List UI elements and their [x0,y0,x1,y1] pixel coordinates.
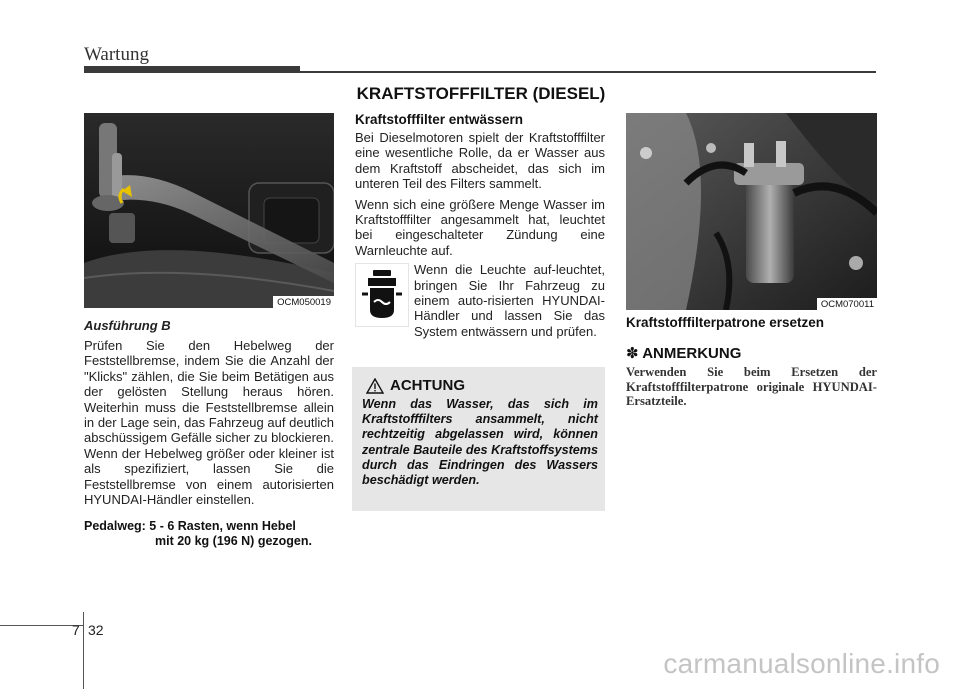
parking-brake-illustration [84,113,334,308]
fuel-filter-illustration [626,113,877,310]
header-rule [300,71,876,73]
warning-light-row [355,263,605,358]
photo-code: OCM070011 [817,298,877,310]
warning-triangle-icon [366,378,384,394]
chapter-title: Wartung [84,44,149,65]
chapter-number: 7 [72,622,80,638]
page-number: 32 [88,622,104,638]
section-title: KRAFTSTOFFFILTER (DIESEL) [356,84,606,103]
warning-text: Wenn das Wasser, das sich im Kraftstofffilters ansammelt, nicht rechtzeitig abgelassen wird, können zentrale Bauteile des Kraftstoffsystems durch das Eindringen des Wassers beschädigt werden. [362,397,598,488]
drain-subhead: Kraftstofffilter entwässern [355,112,524,127]
parking-brake-photo [84,113,334,308]
fuel-filter-photo [626,113,877,310]
drain-paragraph-3: Wenn die Leuchte auf-leuchtet, bringen Sie Ihr Fahrzeug zu einem auto-risierten HYUNDAI-Händler und lassen Sie das System entwässern und prüfen. [414,262,605,339]
warning-title: ACHTUNG [390,377,465,394]
note-title: ANMERKUNG [642,345,742,362]
spec-line: mit 20 kg (196 N) gezogen. [155,534,312,549]
note-heading [626,344,877,362]
spec-line: Pedalweg: 5 - 6 Rasten, wenn Hebel [84,519,296,534]
drain-paragraph-2: Wenn sich eine größere Menge Wasser im Kraftstofffilter angesammelt hat, leuchtet bei eingeschalteter Zündung eine Warnleuchte auf. [355,196,605,258]
middle-column [355,112,605,358]
water-in-fuel-icon-box [355,263,409,327]
photo-code: OCM050019 [273,296,334,308]
water-in-fuel-icon [356,264,408,326]
note-text: Verwenden Sie beim Ersetzen der Kraftstofffilterpatrone originale HYUNDAI-Ersatzteile. [626,365,877,408]
parking-brake-paragraph: Prüfen Sie den Hebelweg der Feststellbremse, indem Sie die Anzahl der "Klicks" zählen, die Sie beim Betätigen aus der gelösten Stellung heraus hören. Weiterhin muss die Feststellbremse allein in der Lage sein, das Fahrzeug auf deutlich abschüssigem Gefälle sicher zu blockieren. Wenn der Hebelweg größer oder kleiner ist als spezifiziert, lassen Sie die Feststellbremse von einem autorisierten HYUNDAI-Händler einstellen. [84,338,335,508]
replace-subhead: Kraftstofffilterpatrone ersetzen [626,315,825,330]
variant-label: Ausführung B [84,318,171,333]
warning-heading [366,377,465,394]
left-column [84,113,334,549]
note-symbol-icon: ✽ [626,345,639,362]
watermark: carmanualsonline.info [663,648,940,679]
warning-box [352,367,605,511]
header-bar [84,66,300,73]
page-divider-vertical [83,612,84,689]
drain-paragraph-1: Bei Dieselmotoren spielt der Kraftstofffilter eine wesentliche Rolle, da er Wasser aus dem Kraftstoff abscheidet, das sich im unteren Teil des Filters sammelt. [355,130,605,192]
pedal-travel-spec [84,519,334,549]
right-column [626,113,877,409]
